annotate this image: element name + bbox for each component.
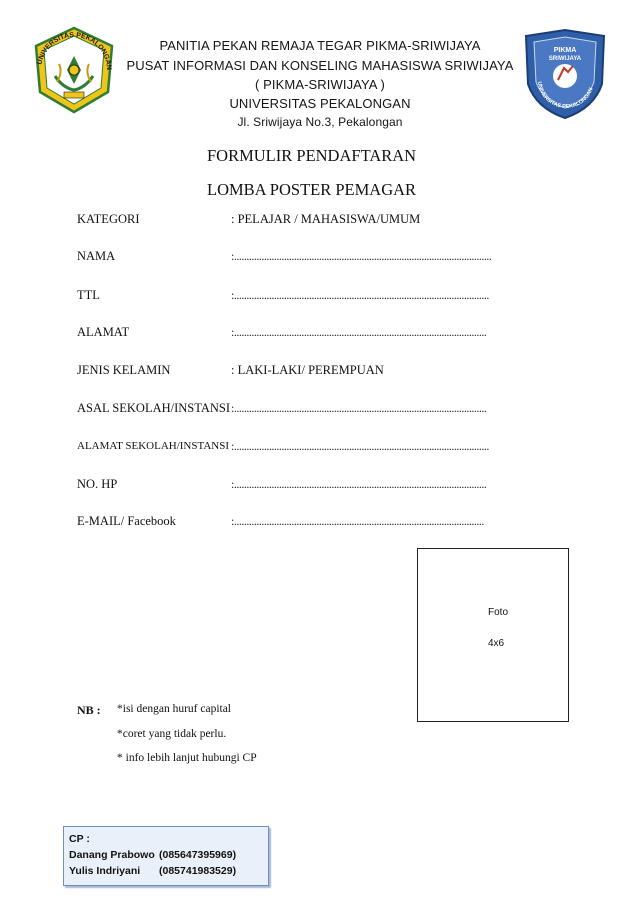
notes-label: NB :	[77, 703, 101, 717]
svg-text:PIKMA: PIKMA	[553, 47, 577, 54]
field-label-no-hp: NO. HP	[77, 477, 118, 491]
note-item: *isi dengan huruf capital	[117, 703, 232, 715]
form-subtitle: LOMBA POSTER PEMAGAR	[207, 180, 417, 199]
field-label-kategori: KATEGORI	[77, 212, 140, 226]
photo-size-label: 4x6	[488, 638, 505, 649]
contact-person-box	[63, 826, 269, 886]
field-blank-email[interactable]: :....................................................................................................	[231, 514, 484, 528]
form-title: FORMULIR PENDAFTARAN	[207, 146, 417, 165]
header-university-name: UNIVERSITAS PEKALONGAN	[229, 96, 411, 111]
photo-label: Foto	[488, 607, 509, 618]
contact-title: CP :	[69, 833, 90, 845]
contact-phone: (085741983529)	[159, 865, 237, 877]
contact-phone: (085647395969)	[159, 849, 237, 861]
field-blank-asal-sekolah[interactable]: :.....................................................................................................	[231, 401, 487, 415]
note-item: *coret yang tidak perlu.	[117, 728, 227, 740]
note-item: * info lebih lanjut hubungi CP	[117, 752, 257, 764]
svg-text:SRIWIJAYA: SRIWIJAYA	[548, 56, 582, 62]
field-blank-alamat-sekolah[interactable]: :......................................................................................................	[231, 439, 489, 453]
header-organization-acronym: ( PIKMA-SRIWIJAYA )	[255, 77, 385, 92]
contact-row	[69, 847, 263, 863]
field-label-email: E-MAIL/ Facebook	[77, 514, 176, 528]
header-address: Jl. Sriwijaya No.3, Pekalongan	[237, 115, 403, 129]
contact-name: Danang Prabowo	[69, 849, 155, 861]
field-value-kategori: : PELAJAR / MAHASISWA/UMUM	[231, 212, 421, 226]
contact-row	[69, 863, 263, 879]
field-value-jenis-kelamin: : LAKI-LAKI/ PEREMPUAN	[231, 363, 384, 377]
svg-text:UNIVERSITAS PEKALONGAN: UNIVERSITAS PEKALONGAN	[536, 81, 595, 111]
header-committee-name: PANITIA PEKAN REMAJA TEGAR PIKMA-SRIWIJAYA	[159, 38, 481, 53]
field-blank-ttl[interactable]: :......................................................................................................	[231, 288, 489, 302]
svg-text:UNIVERSITAS PEKALONGAN: UNIVERSITAS PEKALONGAN	[36, 31, 113, 71]
photo-placeholder-box	[417, 548, 569, 722]
field-blank-nama[interactable]: :.......................................................................................................	[231, 249, 492, 263]
field-blank-alamat[interactable]: :.....................................................................................................	[231, 325, 487, 339]
field-label-alamat-sekolah: ALAMAT SEKOLAH/INSTANSI	[77, 440, 230, 452]
field-blank-no-hp[interactable]: :.....................................................................................................	[231, 477, 487, 491]
field-label-nama: NAMA	[77, 249, 116, 263]
contact-name: Yulis Indriyani	[69, 865, 141, 877]
field-label-asal-sekolah: ASAL SEKOLAH/INSTANSI	[77, 401, 231, 415]
field-label-ttl: TTL	[77, 288, 100, 302]
field-label-jenis-kelamin: JENIS KELAMIN	[77, 363, 171, 377]
header-organization-name: PUSAT INFORMASI DAN KONSELING MAHASISWA SRIWIJAYA	[126, 58, 514, 73]
field-label-alamat: ALAMAT	[77, 325, 130, 339]
